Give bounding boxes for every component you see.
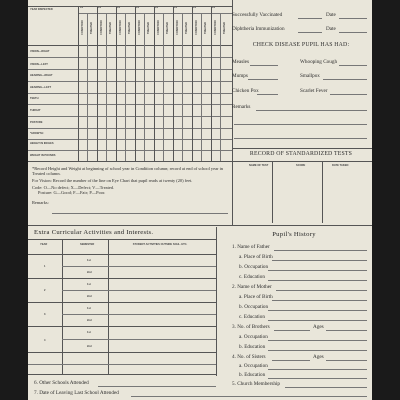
extra-sem-1-1: 1st [87,259,91,262]
mumps-label: Mumps [232,73,248,79]
vaccinated-line[interactable] [298,18,322,19]
extra-sem-1-2: 2nd [87,271,92,274]
vaccinated-date-line[interactable] [339,18,367,19]
sub-label-treated-6: TREATED [185,21,188,35]
sub-label-condition-6: CONDITION [176,20,179,36]
history-father-occupation: b. Occupation [239,264,269,270]
measles-line[interactable] [250,65,278,66]
history-brothers-ages-line[interactable] [326,330,367,331]
disease-remarks-label: Remarks [232,104,251,110]
history-mother-education: c. Education [239,314,265,320]
history-title: Pupil's History [272,231,316,238]
sub-label-condition-8: CONDITION [214,20,217,36]
diphtheria-date-line[interactable] [339,32,367,33]
row-vision-left: VISION—LEFT [30,63,48,66]
leaving-date-line[interactable] [131,396,367,397]
sub-label-treated-8: TREATED [223,21,226,35]
disease-remarks-line[interactable] [256,110,367,111]
disease-title: CHECK DISEASE PUPIL HAS HAD: [252,42,350,48]
year-inspected-label: YEAR INSPECTED [30,8,53,11]
extra-year-3: 3 [44,313,46,316]
row-height: HEIGHT IN INCHES [30,142,54,145]
history-sisters-education-line[interactable] [268,378,367,379]
history-sisters-education: b. Education [239,372,266,378]
extra-title: Extra Curricular Activities and Interests. [34,229,154,236]
history-father-line[interactable] [274,250,367,251]
row-hearing-right: HEARING—RIGHT [30,74,53,77]
history-sisters: 4. No. of Sisters [232,354,266,360]
year-col-5: 19 [155,6,158,9]
whooping-label: Whooping Cough [300,59,338,65]
history-brothers-line[interactable] [274,330,310,331]
vaccinated-date-label: Date [326,12,336,18]
scarlet-fever-line[interactable] [330,94,367,95]
sub-label-treated-4: TREATED [147,21,150,35]
extra-header-semester: SEMESTER [80,243,95,246]
history-brothers-ages: Ages [313,324,324,330]
history-brothers-occupation-line[interactable] [268,340,367,341]
history-brothers-occupation: a. Occupation [239,334,268,340]
sub-label-condition-5: CONDITION [157,20,160,36]
year-col-3: 19 [117,6,120,9]
extra-sem-3-1: 1st [87,307,91,310]
smallpox-label: Smallpox [300,73,320,79]
extra-sem-4-1: 1st [87,331,91,334]
year-col-8: 19 [212,6,215,9]
notes-remarks-label: Remarks: [32,200,49,206]
extra-sem-2-1: 1st [87,283,91,286]
chicken-pox-line[interactable] [257,94,278,95]
row-hearing-left: HEARING—LEFT [30,86,52,89]
history-sisters-ages-line[interactable] [326,360,367,361]
extra-header-year: YEAR [40,243,48,246]
extra-header-activities: STUDENT ACTIVITIES OUTSIDE SCHL. ETC. [132,243,188,246]
extra-year-4: 4 [44,339,46,342]
row-posture: POSTURE [30,121,43,124]
disease-remarks-line-2[interactable] [234,124,367,125]
history-father-education: c. Education [239,274,265,280]
sub-label-condition-2: CONDITION [100,20,103,36]
history-mother-line[interactable] [276,290,367,291]
row-growth: *GROWTH: [30,132,44,135]
history-church-line[interactable] [285,387,367,388]
note-code: Code: O—No defect; X—Defect; V—Treated. [32,185,115,191]
row-vision-right: VISION—RIGHT [30,50,50,53]
history-sisters-line[interactable] [272,360,310,361]
history-brothers: 3. No. of Brothers [232,324,270,330]
note-vision: For Vision: Record the number of the line on Eye Chart that pupil reads at twenty (20) feet. [32,178,193,184]
tests-title: RECORD OF STANDARDIZED TESTS [249,151,353,157]
note-height-weight: *Record Height and Weight at beginning of school year in Condition column; record at end of school year in Treated column. [32,166,223,177]
history-mother: 2. Name of Mother [232,284,272,290]
year-col-6: 19 [174,6,177,9]
tests-header-date: DATE TAKEN [332,164,349,167]
sub-label-condition-1: CONDITION [81,20,84,36]
diphtheria-label: Diphtheria Immunization [232,26,285,32]
diphtheria-line[interactable] [298,32,322,33]
disease-remarks-line-3[interactable] [234,138,367,139]
history-sisters-occupation-line[interactable] [268,369,367,370]
extra-year-2: 2 [44,289,46,292]
history-mother-birth: a. Place of Birth [239,294,273,300]
sub-label-condition-4: CONDITION [138,20,141,36]
year-col-4: 19 [136,6,139,9]
sub-label-treated-3: TREATED [128,21,131,35]
scarlet-fever-label: Scarlet Fever [300,88,328,94]
tests-header-score: SCORE [296,164,306,167]
chicken-pox-label: Chicken Pox [232,88,259,94]
history-father-birth: a. Place of Birth [239,254,273,260]
row-throat: THROAT [30,109,41,112]
history-sisters-occupation: a. Occupation [239,363,268,369]
year-col-1: 19 [80,6,83,9]
sub-label-treated-1: TREATED [90,21,93,35]
mumps-line[interactable] [248,79,278,80]
history-mother-occupation-line[interactable] [268,310,367,311]
whooping-line[interactable] [339,65,367,66]
history-brothers-education: b. Education [239,344,266,350]
extra-sem-2-2: 2nd [87,295,92,298]
history-mother-birth-line[interactable] [272,300,367,301]
note-posture: Posture: G—Good; F—Fair; P—Poor. [38,190,106,196]
tests-header-name: NAME OF TEST [249,164,269,167]
history-sisters-ages: Ages [313,354,324,360]
history-father-birth-line[interactable] [272,260,367,261]
history-father-education-line[interactable] [268,280,367,281]
history-mother-occupation: b. Occupation [239,304,269,310]
row-teeth: TEETH [30,97,39,100]
sub-label-treated-7: TREATED [204,21,207,35]
sub-label-treated-2: TREATED [109,21,112,35]
other-schools-line[interactable] [98,386,216,387]
notes-block [32,166,228,205]
record-card [28,0,372,400]
vaccinated-label: Successfully Vaccinated [232,12,283,18]
history-father-occupation-line[interactable] [268,270,367,271]
year-col-2: 19 [98,6,101,9]
history-mother-education-line[interactable] [268,320,367,321]
notes-remarks-line[interactable] [52,213,228,214]
diphtheria-date-label: Date [326,26,336,32]
other-schools-label: 6. Other Schools Attended [34,380,89,386]
extra-sem-4-2: 2nd [87,345,92,348]
extra-year-1: 1 [44,265,46,268]
history-brothers-education-line[interactable] [268,350,367,351]
measles-label: Measles [232,59,249,65]
sub-label-treated-5: TREATED [166,21,169,35]
year-col-7: 19 [193,6,196,9]
history-church: 5. Church Membership [232,381,280,387]
history-father: 1. Name of Father [232,244,270,250]
smallpox-line[interactable] [323,79,367,80]
leaving-date-label: 7. Date of Leaving Last School Attended [34,390,119,396]
sub-label-condition-7: CONDITION [195,20,198,36]
sub-label-condition-3: CONDITION [119,20,122,36]
extra-sem-3-2: 2nd [87,319,92,322]
row-weight: WEIGHT IN POUNDS [30,154,56,157]
